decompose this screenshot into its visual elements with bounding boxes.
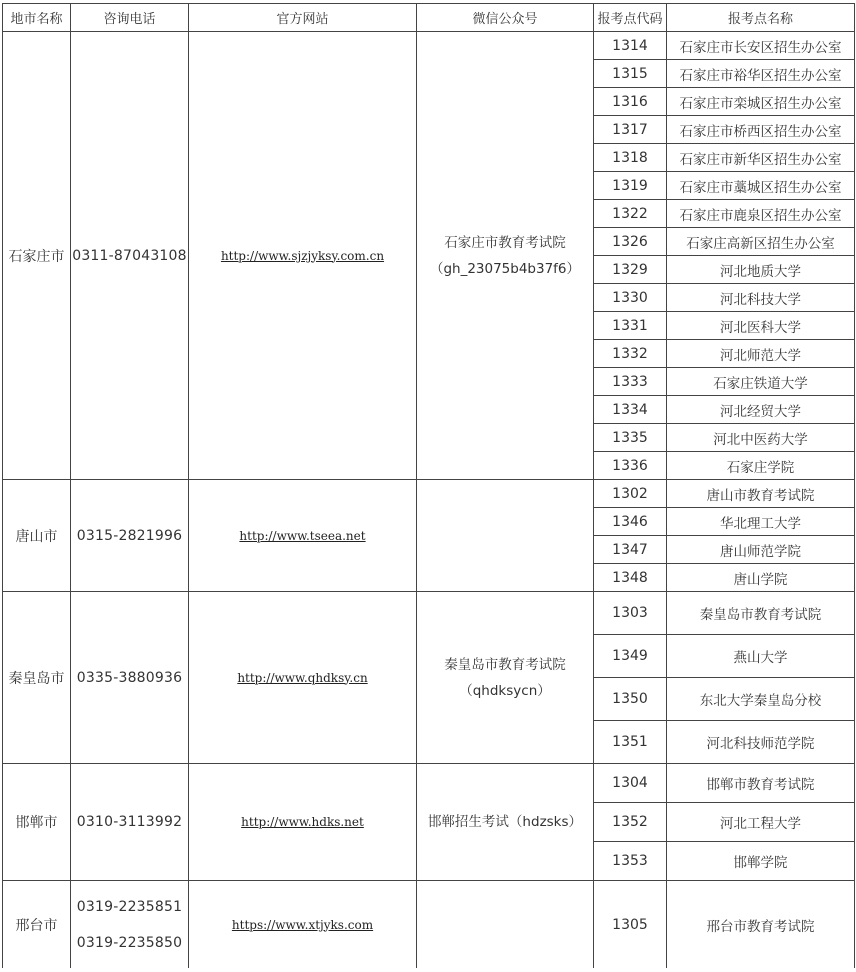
site-name: 石家庄市栾城区招生办公室	[667, 88, 855, 116]
site-code: 1331	[594, 312, 667, 340]
phone-line: 0319-2235851	[76, 898, 183, 915]
phone-line: 0319-2235850	[76, 934, 183, 951]
phone-cell: 0311-87043108	[71, 32, 189, 480]
site-code: 1302	[594, 480, 667, 508]
header-name: 报考点名称	[667, 4, 855, 32]
website-cell	[189, 592, 417, 764]
site-code: 1346	[594, 508, 667, 536]
site-code: 1330	[594, 284, 667, 312]
site-code: 1348	[594, 564, 667, 592]
city-cell: 邯郸市	[3, 764, 71, 881]
table-row	[3, 480, 855, 508]
site-code: 1350	[594, 678, 667, 721]
website-link[interactable]: http://www.tseea.net	[239, 528, 366, 543]
site-code: 1336	[594, 452, 667, 480]
site-name: 东北大学秦皇岛分校	[667, 678, 855, 721]
site-code: 1352	[594, 803, 667, 842]
site-code: 1332	[594, 340, 667, 368]
header-city: 地市名称	[3, 4, 71, 32]
header-row	[3, 4, 855, 32]
wechat-id: （gh_23075b4b37f6）	[429, 260, 581, 277]
wechat-name: 秦皇岛市教育考试院	[444, 656, 566, 673]
site-name: 燕山大学	[667, 635, 855, 678]
site-code: 1319	[594, 172, 667, 200]
phone-cell	[71, 881, 189, 969]
site-name: 石家庄市藁城区招生办公室	[667, 172, 855, 200]
site-code: 1322	[594, 200, 667, 228]
website-link[interactable]: http://www.hdks.net	[241, 815, 364, 829]
site-name: 邢台市教育考试院	[667, 881, 855, 969]
site-code: 1351	[594, 721, 667, 764]
site-code: 1317	[594, 116, 667, 144]
site-code: 1314	[594, 32, 667, 60]
site-name: 河北中医药大学	[667, 424, 855, 452]
wechat-name: 石家庄市教育考试院	[444, 234, 566, 251]
site-code: 1318	[594, 144, 667, 172]
header-phone: 咨询电话	[71, 4, 189, 32]
site-code: 1335	[594, 424, 667, 452]
site-name: 河北科技师范学院	[667, 721, 855, 764]
site-name: 华北理工大学	[667, 508, 855, 536]
site-code: 1329	[594, 256, 667, 284]
site-name: 石家庄铁道大学	[667, 368, 855, 396]
site-name: 邯郸市教育考试院	[667, 764, 855, 803]
site-name: 河北地质大学	[667, 256, 855, 284]
site-name: 石家庄学院	[667, 452, 855, 480]
site-name: 邯郸学院	[667, 842, 855, 881]
site-code: 1304	[594, 764, 667, 803]
header-code: 报考点代码	[594, 4, 667, 32]
phone-cell: 0335-3880936	[71, 592, 189, 764]
wechat-cell	[417, 592, 594, 764]
site-name: 石家庄市长安区招生办公室	[667, 32, 855, 60]
exam-site-table	[2, 3, 855, 968]
phone-cell: 0310-3113992	[71, 764, 189, 881]
city-cell: 唐山市	[3, 480, 71, 592]
website-link[interactable]: http://www.sjzjyksy.com.cn	[220, 248, 385, 263]
website-cell	[189, 32, 417, 480]
website-link[interactable]: https://www.xtjyks.com	[231, 917, 374, 932]
site-name: 唐山学院	[667, 564, 855, 592]
header-wechat: 微信公众号	[417, 4, 594, 32]
site-name: 唐山市教育考试院	[667, 480, 855, 508]
header-website: 官方网站	[189, 4, 417, 32]
wechat-cell	[417, 32, 594, 480]
site-code: 1305	[594, 881, 667, 969]
site-name: 唐山师范学院	[667, 536, 855, 564]
site-name: 河北工程大学	[667, 803, 855, 842]
site-code: 1347	[594, 536, 667, 564]
website-cell	[189, 764, 417, 881]
site-code: 1315	[594, 60, 667, 88]
site-name: 河北经贸大学	[667, 396, 855, 424]
site-code: 1316	[594, 88, 667, 116]
city-cell: 秦皇岛市	[3, 592, 71, 764]
site-code: 1303	[594, 592, 667, 635]
table-row	[3, 592, 855, 635]
website-link[interactable]: http://www.qhdksy.cn	[237, 670, 368, 685]
city-cell: 石家庄市	[3, 32, 71, 480]
website-cell	[189, 881, 417, 969]
site-name: 石家庄市新华区招生办公室	[667, 144, 855, 172]
wechat-id: （qhdksycn）	[459, 682, 551, 699]
site-name: 石家庄市桥西区招生办公室	[667, 116, 855, 144]
table-row	[3, 881, 855, 969]
site-name: 河北医科大学	[667, 312, 855, 340]
table-row	[3, 32, 855, 60]
site-code: 1333	[594, 368, 667, 396]
site-code: 1334	[594, 396, 667, 424]
site-name: 石家庄市鹿泉区招生办公室	[667, 200, 855, 228]
wechat-cell: 邯郸招生考试（hdzsks）	[417, 764, 594, 881]
site-code: 1326	[594, 228, 667, 256]
site-name: 石家庄市裕华区招生办公室	[667, 60, 855, 88]
site-name: 石家庄高新区招生办公室	[667, 228, 855, 256]
phone-cell: 0315-2821996	[71, 480, 189, 592]
website-cell	[189, 480, 417, 592]
site-name: 河北科技大学	[667, 284, 855, 312]
site-name: 河北师范大学	[667, 340, 855, 368]
site-name: 秦皇岛市教育考试院	[667, 592, 855, 635]
site-code: 1353	[594, 842, 667, 881]
city-cell: 邢台市	[3, 881, 71, 969]
site-code: 1349	[594, 635, 667, 678]
wechat-cell	[417, 480, 594, 592]
wechat-cell	[417, 881, 594, 969]
table-row	[3, 764, 855, 803]
